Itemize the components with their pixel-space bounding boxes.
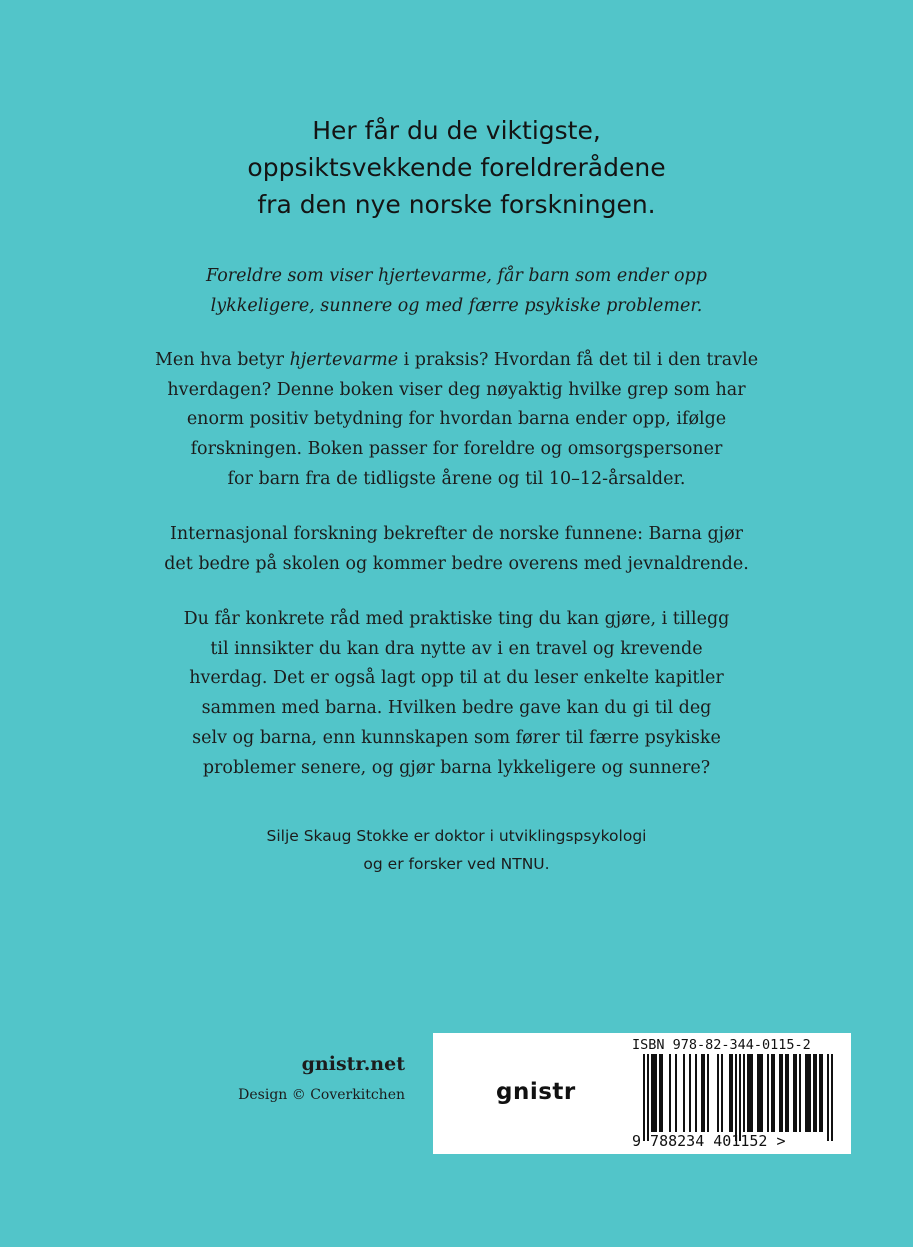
paragraph-text: Men hva betyr <box>154 350 290 370</box>
barcode-bar <box>759 1054 761 1132</box>
barcode-bar <box>661 1054 663 1132</box>
barcode-bar <box>773 1054 775 1132</box>
barcode-panel <box>433 1033 851 1154</box>
barcode-guard-bar <box>735 1054 737 1141</box>
barcode-bar <box>701 1054 703 1132</box>
publisher-website: gnistr.net <box>301 1053 405 1075</box>
body-paragraph-international <box>0 520 913 579</box>
barcode-bar <box>785 1054 787 1132</box>
barcode-bar <box>813 1054 815 1132</box>
intro-line: lykkeligere, sunnere og med færre psykiske problemer. <box>210 295 703 316</box>
barcode-bar <box>821 1054 823 1132</box>
barcode-bar <box>731 1054 733 1132</box>
headline-line: oppsiktsvekkende foreldrerådene <box>247 153 666 182</box>
barcode-bar <box>787 1054 789 1132</box>
barcode-bar <box>795 1054 797 1132</box>
barcode-bar <box>767 1054 769 1132</box>
paragraph-line: for barn fra de tidligste årene og til 10–12-årsalder. <box>227 468 686 489</box>
barcode-bar <box>779 1054 781 1132</box>
barcode-bar <box>743 1054 745 1132</box>
barcode-bar <box>809 1054 811 1132</box>
barcode-bar <box>651 1054 653 1132</box>
barcode-bar <box>721 1054 723 1132</box>
barcode-bar <box>675 1054 677 1132</box>
barcode-bar <box>757 1054 759 1132</box>
barcode-bar <box>761 1054 763 1132</box>
paragraph-line: enorm positiv betydning for hvordan barna ender opp, ifølge <box>186 409 727 430</box>
barcode-bar <box>805 1054 807 1132</box>
paragraph-line: hverdag. Det er også lagt opp til at du leser enkelte kapitler <box>189 668 724 689</box>
barcode-bar <box>751 1054 753 1132</box>
barcode-bar <box>659 1054 661 1132</box>
barcode-bar <box>707 1054 709 1132</box>
paragraph-line: selv og barna, enn kunnskapen som fører til færre psykiske <box>192 727 721 748</box>
intro-line: Foreldre som viser hjertevarme, får barn som ender opp <box>206 266 707 286</box>
design-credit: Design © Coverkitchen <box>238 1087 405 1103</box>
headline-line: Her får du de viktigste, <box>312 116 601 145</box>
barcode-bar <box>807 1054 809 1132</box>
ean-digits: 9 788234 401152 > <box>632 1132 786 1150</box>
barcode-bar <box>771 1054 773 1132</box>
paragraph-line: forskningen. Boken passer for foreldre og omsorgspersoner <box>190 439 723 460</box>
barcode-guard-bar <box>647 1054 649 1141</box>
barcode-bar <box>703 1054 705 1132</box>
barcode-bar <box>695 1054 697 1132</box>
intro-paragraph <box>0 262 913 321</box>
body-paragraph-advice <box>0 605 913 783</box>
author-bio-line: Silje Skaug Stokke er doktor i utviklingspsykologi <box>266 827 647 845</box>
body-paragraph-practice <box>0 346 913 495</box>
barcode-bar <box>689 1054 691 1132</box>
headline-line: fra den nye norske forskningen. <box>257 190 656 219</box>
back-cover-headline <box>0 112 913 223</box>
barcode-bar <box>799 1054 801 1132</box>
paragraph-line: problemer senere, og gjør barna lykkeligere og sunnere? <box>202 757 711 778</box>
paragraph-line: Du får konkrete råd med praktiske ting du kan gjøre, i tillegg <box>183 609 730 629</box>
paragraph-line: Internasjonal forskning bekrefter de norske funnene: Barna gjør <box>170 524 743 544</box>
barcode-bar <box>683 1054 685 1132</box>
paragraph-line: det bedre på skolen og kommer bedre overens med jevnaldrende. <box>164 553 749 574</box>
barcode-bar <box>815 1054 817 1132</box>
barcode-bar <box>781 1054 783 1132</box>
barcode-guard-bar <box>739 1054 741 1141</box>
barcode-guard-bar <box>643 1054 645 1141</box>
author-bio <box>0 822 913 878</box>
paragraph-line <box>0 346 913 376</box>
barcode-bar <box>819 1054 821 1132</box>
barcode-bar <box>729 1054 731 1132</box>
publisher-logo: gnistr <box>496 1079 576 1105</box>
barcode-guard-bar <box>831 1054 833 1141</box>
paragraph-line: sammen med barna. Hvilken bedre gave kan du gi til deg <box>201 698 712 719</box>
barcode-bar <box>747 1054 749 1132</box>
barcode-bar <box>793 1054 795 1132</box>
emphasis-hjertevarme: hjertevarme <box>289 350 399 370</box>
barcode-bar <box>655 1054 657 1132</box>
barcode-bar <box>669 1054 671 1132</box>
barcode-bar <box>653 1054 655 1132</box>
isbn-label: ISBN 978-82-344-0115-2 <box>632 1037 811 1053</box>
barcode-guard-bar <box>827 1054 829 1141</box>
barcode-bar <box>749 1054 751 1132</box>
paragraph-line: hverdagen? Denne boken viser deg nøyaktig hvilke grep som har <box>167 379 746 400</box>
barcode-bar <box>717 1054 719 1132</box>
paragraph-text: i praksis? Hvordan få det til i den travle <box>398 350 759 370</box>
paragraph-line: til innsikter du kan dra nytte av i en travel og krevende <box>210 638 703 659</box>
author-bio-line: og er forsker ved NTNU. <box>363 855 550 873</box>
